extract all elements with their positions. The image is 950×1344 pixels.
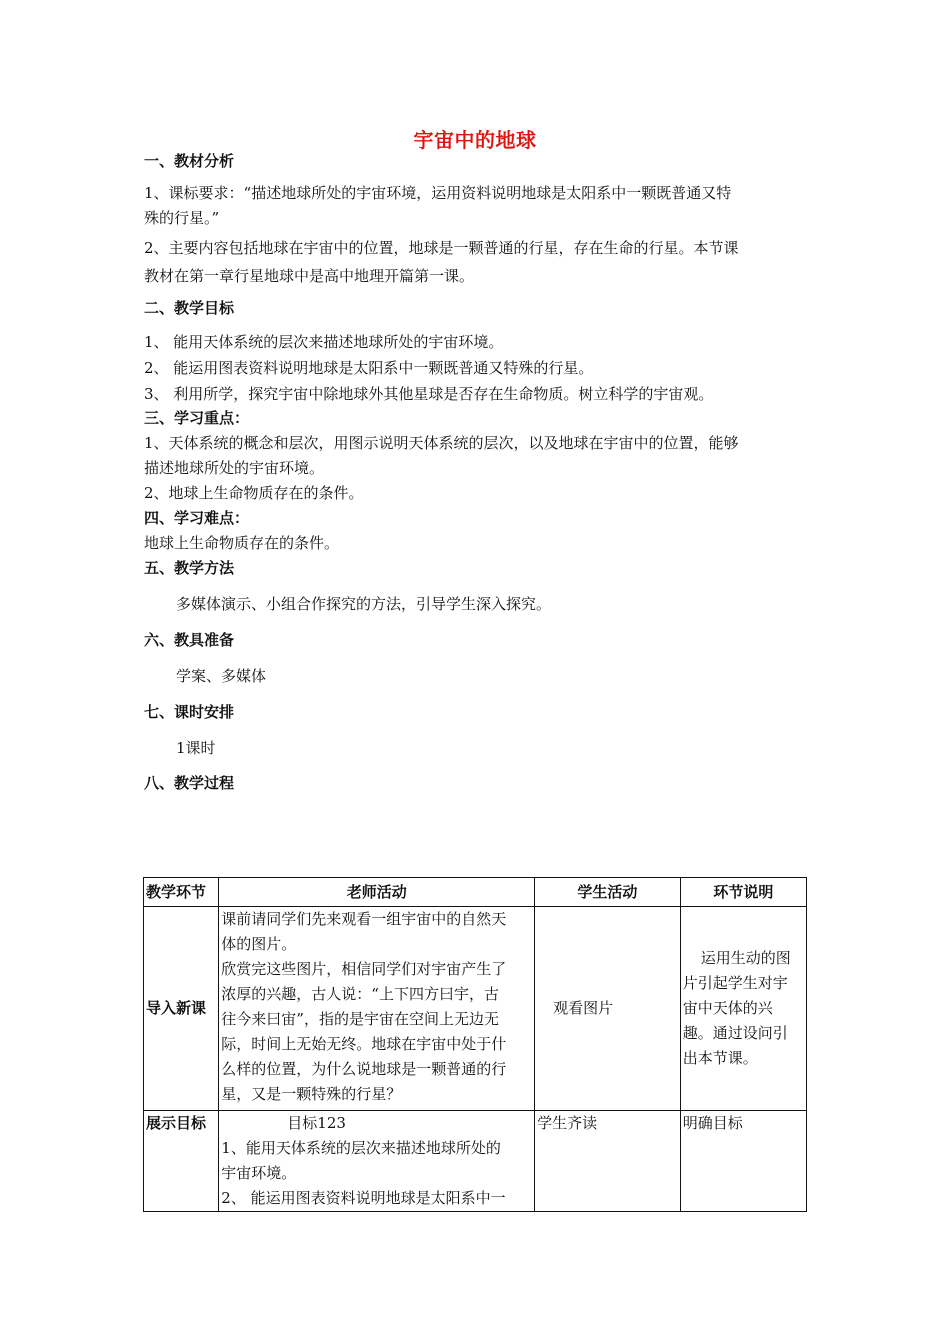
note-line: 运用生动的图 (700, 949, 791, 967)
teacher-line: 浓厚的兴趣，古人说：“上下四方曰宇，古 (221, 985, 499, 1003)
table-cell-teacher (219, 1111, 535, 1212)
section-heading-tools: 六、教具准备 (144, 631, 235, 649)
table-header-cell: 教学环节 (144, 878, 219, 907)
teacher-line: 体的图片。 (221, 935, 297, 953)
paragraph-line: 多媒体演示、小组合作探究的方法，引导学生深入探究。 (176, 595, 552, 613)
paragraph-line: 教材在第一章行星地球中是高中地理开篇第一课。 (144, 267, 475, 285)
paragraph-line: 地球上生命物质存在的条件。 (144, 534, 340, 552)
paragraph-line: 2、地球上生命物质存在的条件。 (144, 484, 364, 502)
teacher-line: 往今来曰宙”，指的是宇宙在空间上无边无 (221, 1010, 499, 1028)
table-header-cell: 学生活动 (535, 878, 681, 907)
student-activity: 观看图片 (553, 999, 614, 1017)
note-line: 宙中天体的兴 (682, 999, 773, 1017)
paragraph-line: 描述地球所处的宇宙环境。 (144, 459, 325, 477)
section-heading-process: 八、教学过程 (144, 774, 235, 792)
table-cell-stage (144, 907, 219, 1111)
section-heading-materials: 一、教材分析 (144, 152, 235, 170)
goal-item: 3、 利用所学，探究宇宙中除地球外其他星球是否存在生命物质。树立科学的宇宙观。 (144, 385, 714, 403)
section-heading-key-points: 三、学习重点： (144, 409, 250, 427)
note-line: 片引起学生对宇 (682, 974, 788, 992)
section-heading-goals: 二、教学目标 (144, 299, 235, 317)
table-header-cell: 环节说明 (680, 878, 806, 907)
paragraph-line: 1、天体系统的概念和层次，用图示说明天体系统的层次，以及地球在宇宙中的位置，能够 (144, 434, 739, 452)
teacher-line: 际，时间上无始无终。地球在宇宙中处于什 (221, 1035, 507, 1053)
goal-item: 2、 能运用图表资料说明地球是太阳系中一颗既普通又特殊的行星。 (144, 359, 594, 377)
teaching-process-table (143, 877, 807, 1212)
goal-item: 1、 能用天体系统的层次来描述地球所处的宇宙环境。 (144, 333, 504, 351)
section-heading-difficulties: 四、学习难点： (144, 509, 250, 527)
table-header-row (144, 878, 807, 907)
note-line: 明确目标 (682, 1114, 743, 1132)
table-row (144, 907, 807, 1111)
teacher-line: 星，又是一颗特殊的行星？ (221, 1085, 402, 1103)
teacher-line: 目标123 (287, 1114, 346, 1132)
page-title: 宇宙中的地球 (413, 128, 537, 152)
paragraph-line: 1、课标要求：“描述地球所处的宇宙环境，运用资料说明地球是太阳系中一颗既普通又特 (144, 184, 732, 202)
stage-label: 展示目标 (146, 1114, 207, 1132)
table-cell-note (680, 1111, 806, 1212)
section-heading-schedule: 七、课时安排 (144, 703, 235, 721)
teacher-line: 1、能用天体系统的层次来描述地球所处的 (221, 1139, 501, 1157)
note-line: 趣。通过设问引 (682, 1024, 788, 1042)
table-header-cell: 老师活动 (219, 878, 535, 907)
paragraph-line: 2、主要内容包括地球在宇宙中的位置，地球是一颗普通的行星，存在生命的行星。本节课 (144, 239, 739, 257)
table-row (144, 1111, 807, 1212)
teacher-line: 宇宙环境。 (221, 1164, 297, 1182)
note-line: 出本节课。 (682, 1049, 758, 1067)
section-heading-methods: 五、教学方法 (144, 559, 235, 577)
table-cell-stage (144, 1111, 219, 1212)
student-activity: 学生齐读 (537, 1114, 598, 1132)
teacher-line: 欣赏完这些图片，相信同学们对宇宙产生了 (221, 960, 507, 978)
teacher-line: 课前请同学们先来观看一组宇宙中的自然天 (221, 910, 507, 928)
paragraph-line: 殊的行星。” (144, 209, 220, 227)
teacher-line: 2、 能运用图表资料说明地球是太阳系中一 (221, 1189, 506, 1207)
table-cell-student (535, 1111, 681, 1212)
teacher-line: 么样的位置，为什么说地球是一颗普通的行 (221, 1060, 507, 1078)
table-cell-teacher (219, 907, 535, 1111)
stage-label: 导入新课 (146, 999, 207, 1017)
paragraph-line: 1课时 (176, 739, 216, 757)
table-cell-student (535, 907, 681, 1111)
table-cell-note (680, 907, 806, 1111)
paragraph-line: 学案、多媒体 (176, 667, 267, 685)
